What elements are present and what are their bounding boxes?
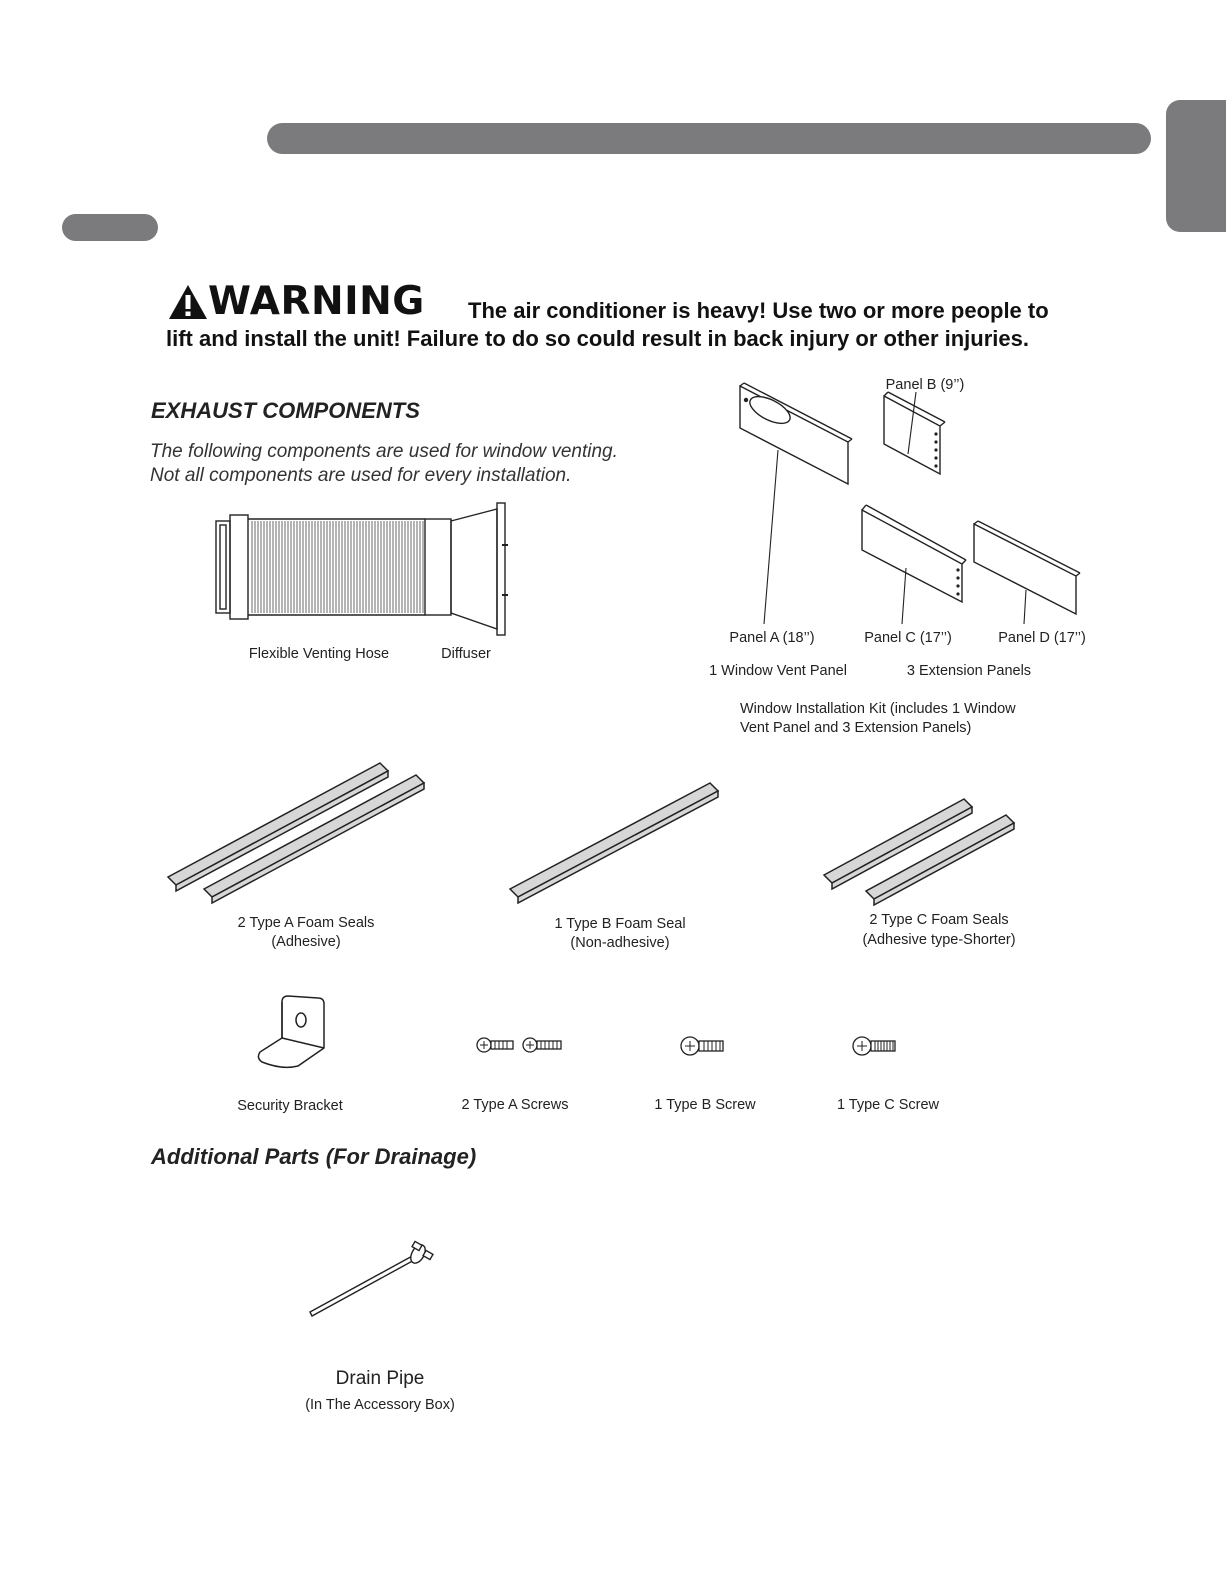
window-vent-panel-label: 1 Window Vent Panel <box>709 663 847 679</box>
seal-b-label-line2: (Non-adhesive) <box>570 935 670 951</box>
kit-label-line2: Vent Panel and 3 Extension Panels) <box>740 720 972 736</box>
hose-label: Flexible Venting Hose <box>248 646 390 662</box>
diffuser-label: Diffuser <box>441 646 491 662</box>
warning-text-line2: lift and install the unit! Failure to do so could result in back injury or other injuries. <box>166 326 1029 351</box>
drain-pipe-note: (In The Accessory Box) <box>305 1397 455 1413</box>
warning-triangle-icon <box>168 284 208 320</box>
warning-heading <box>208 279 425 324</box>
exhaust-intro-line1: The following components are used for window venting. <box>150 441 618 462</box>
drain-pipe-label: Drain Pipe <box>335 1368 425 1389</box>
warning-word: WARNING <box>208 279 425 324</box>
kit-label-line1: Window Installation Kit (includes 1 Window <box>740 701 1016 717</box>
additional-parts-heading: Additional Parts (For Drainage) <box>151 1144 477 1169</box>
panel-d-label: Panel D (17’’) <box>998 630 1086 646</box>
exhaust-intro-line2: Not all components are used for every installation. <box>150 465 572 486</box>
foam-seals-illustration <box>160 755 1040 905</box>
seal-c-label-line2: (Adhesive type-Shorter) <box>862 932 1016 948</box>
type-a-screws-icon <box>470 1030 570 1060</box>
panel-a-label: Panel A (18’’) <box>729 630 815 646</box>
bracket-label: Security Bracket <box>237 1098 343 1114</box>
seal-a-label-line2: (Adhesive) <box>271 934 341 950</box>
security-bracket-icon <box>252 992 332 1074</box>
screw-c-label: 1 Type C Screw <box>836 1097 940 1113</box>
type-c-screw-icon <box>848 1030 902 1062</box>
warning-text-line1: The air conditioner is heavy! Use two or more people to <box>468 298 1049 323</box>
window-panels-illustration <box>700 370 1100 630</box>
screws-a-label: 2 Type A Screws <box>461 1097 569 1113</box>
panel-c-label: Panel C (17’’) <box>864 630 952 646</box>
seal-a-label-line1: 2 Type A Foam Seals <box>237 915 375 931</box>
language-side-tab <box>1166 100 1226 232</box>
section-pill <box>62 214 158 241</box>
exhaust-components-heading: EXHAUST COMPONENTS <box>151 398 420 423</box>
seal-b-label-line1: 1 Type B Foam Seal <box>554 916 686 932</box>
venting-hose-diffuser-illustration <box>200 495 530 640</box>
extension-panels-label: 3 Extension Panels <box>906 663 1032 679</box>
drain-pipe-icon <box>300 1240 440 1320</box>
type-b-screw-icon <box>676 1030 730 1062</box>
panel-b-label: Panel B (9’’) <box>885 377 965 393</box>
seal-c-label-line1: 2 Type C Foam Seals <box>869 912 1009 928</box>
screw-b-label: 1 Type B Screw <box>654 1097 756 1113</box>
section-header-bar <box>267 123 1151 154</box>
